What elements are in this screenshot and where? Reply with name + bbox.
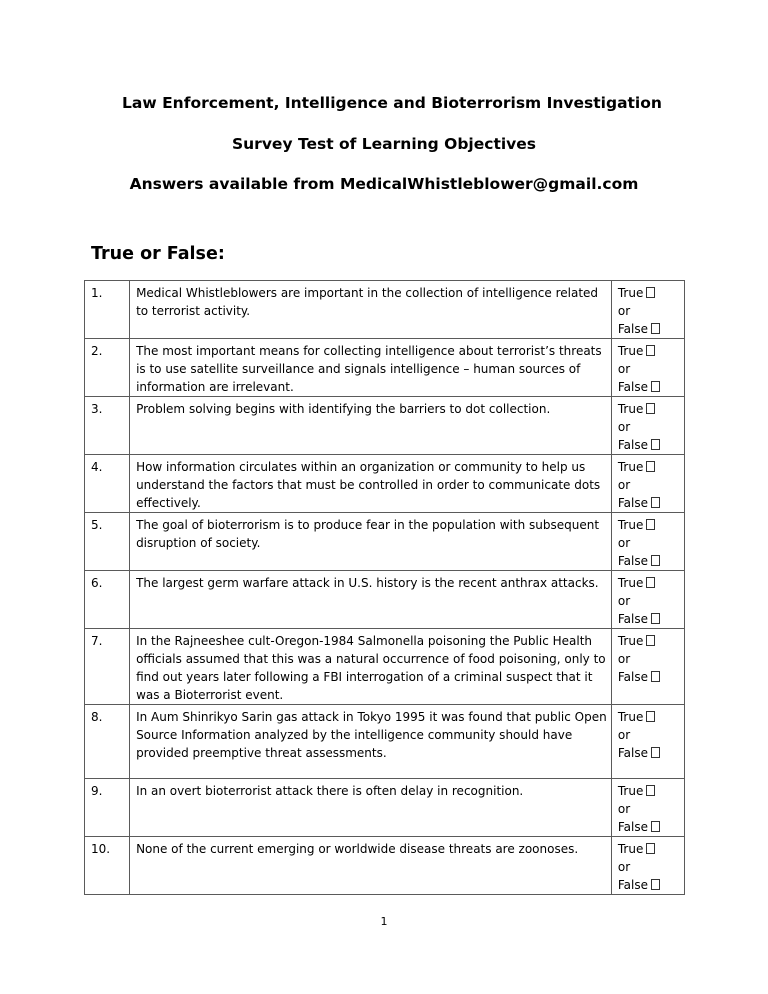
- question-number: 7.: [85, 629, 130, 705]
- question-row: [85, 837, 685, 895]
- question-row: [85, 455, 685, 513]
- false-label: False: [617, 878, 648, 892]
- false-checkbox-icon[interactable]: [651, 555, 660, 566]
- or-label: or: [617, 594, 631, 608]
- false-label: False: [617, 322, 648, 336]
- question-text: Problem solving begins with identifying the barriers to dot collection.: [130, 397, 612, 455]
- or-label: or: [617, 420, 631, 434]
- true-label: True: [617, 286, 644, 300]
- true-checkbox-icon[interactable]: [646, 635, 655, 646]
- question-number: 8.: [85, 705, 130, 779]
- or-label: or: [617, 652, 631, 666]
- question-number: 5.: [85, 513, 130, 571]
- or-label: or: [617, 362, 631, 376]
- answer-options: [611, 513, 684, 571]
- question-text: None of the current emerging or worldwide disease threats are zoonoses.: [130, 837, 612, 895]
- or-label: or: [617, 478, 631, 492]
- true-label: True: [617, 710, 644, 724]
- true-label: True: [617, 842, 644, 856]
- false-checkbox-icon[interactable]: [651, 323, 660, 334]
- true-label: True: [617, 402, 644, 416]
- answer-options: [611, 705, 684, 779]
- false-checkbox-icon[interactable]: [651, 613, 660, 624]
- question-row: [85, 779, 685, 837]
- false-checkbox-icon[interactable]: [651, 879, 660, 890]
- false-label: False: [617, 670, 648, 684]
- answer-options: [611, 837, 684, 895]
- or-label: or: [617, 304, 631, 318]
- true-checkbox-icon[interactable]: [646, 785, 655, 796]
- true-label: True: [617, 518, 644, 532]
- answer-options: [611, 339, 684, 397]
- or-label: or: [617, 802, 631, 816]
- question-number: 9.: [85, 779, 130, 837]
- answer-options: [611, 397, 684, 455]
- false-label: False: [617, 746, 648, 760]
- true-checkbox-icon[interactable]: [646, 843, 655, 854]
- true-checkbox-icon[interactable]: [646, 711, 655, 722]
- document-subtitle: Survey Test of Learning Objectives: [231, 135, 537, 153]
- question-row: [85, 397, 685, 455]
- question-number: 4.: [85, 455, 130, 513]
- or-label: or: [617, 860, 631, 874]
- false-checkbox-icon[interactable]: [651, 821, 660, 832]
- question-text: In Aum Shinrikyo Sarin gas attack in Tokyo 1995 it was found that public Open Source Information analyzed by the intelligence community should have provided preemptive threat assessments.: [130, 705, 612, 779]
- questions-table: [84, 280, 685, 895]
- question-text: Medical Whistleblowers are important in the collection of intelligence related to terrorist activity.: [130, 281, 612, 339]
- question-number: 6.: [85, 571, 130, 629]
- answer-options: [611, 455, 684, 513]
- true-checkbox-icon[interactable]: [646, 461, 655, 472]
- true-checkbox-icon[interactable]: [646, 287, 655, 298]
- answer-options: [611, 571, 684, 629]
- true-checkbox-icon[interactable]: [646, 577, 655, 588]
- question-number: 10.: [85, 837, 130, 895]
- false-checkbox-icon[interactable]: [651, 439, 660, 450]
- question-row: [85, 339, 685, 397]
- false-label: False: [617, 554, 648, 568]
- question-text: The largest germ warfare attack in U.S. history is the recent anthrax attacks.: [130, 571, 612, 629]
- false-label: False: [617, 612, 648, 626]
- false-checkbox-icon[interactable]: [651, 671, 660, 682]
- question-text: In the Rajneeshee cult-Oregon-1984 Salmonella poisoning the Public Health officials assumed that this was a natural occurrence of food poisoning, only to find out years later following a FBI interrogation of a criminal suspect that it was a Bioterrorist event.: [130, 629, 612, 705]
- false-checkbox-icon[interactable]: [651, 381, 660, 392]
- true-checkbox-icon[interactable]: [646, 403, 655, 414]
- true-label: True: [617, 634, 644, 648]
- question-text: How information circulates within an organization or community to help us understand the factors that must be controlled in order to communicate dots effectively.: [130, 455, 612, 513]
- question-text: The most important means for collecting intelligence about terrorist’s threats is to use satellite surveillance and signals intelligence – human sources of information are irrelevant.: [130, 339, 612, 397]
- question-number: 3.: [85, 397, 130, 455]
- true-label: True: [617, 576, 644, 590]
- answer-options: [611, 629, 684, 705]
- true-label: True: [617, 344, 644, 358]
- page-number: 1: [380, 915, 388, 928]
- false-checkbox-icon[interactable]: [651, 747, 660, 758]
- question-text: In an overt bioterrorist attack there is often delay in recognition.: [130, 779, 612, 837]
- false-label: False: [617, 380, 648, 394]
- question-row: [85, 571, 685, 629]
- document-title: Law Enforcement, Intelligence and Bioterrorism Investigation: [122, 94, 662, 112]
- answers-contact-line: Answers available from MedicalWhistleblower@gmail.com: [129, 175, 639, 193]
- false-label: False: [617, 496, 648, 510]
- or-label: or: [617, 536, 631, 550]
- question-number: 1.: [85, 281, 130, 339]
- false-label: False: [617, 820, 648, 834]
- question-text: The goal of bioterrorism is to produce fear in the population with subsequent disruption of society.: [130, 513, 612, 571]
- false-checkbox-icon[interactable]: [651, 497, 660, 508]
- false-label: False: [617, 438, 648, 452]
- answer-options: [611, 281, 684, 339]
- true-label: True: [617, 784, 644, 798]
- answer-options: [611, 779, 684, 837]
- question-row: [85, 629, 685, 705]
- true-checkbox-icon[interactable]: [646, 345, 655, 356]
- question-row: [85, 705, 685, 779]
- question-number: 2.: [85, 339, 130, 397]
- true-label: True: [617, 460, 644, 474]
- true-checkbox-icon[interactable]: [646, 519, 655, 530]
- or-label: or: [617, 728, 631, 742]
- question-row: [85, 281, 685, 339]
- question-row: [85, 513, 685, 571]
- section-title: True or False:: [91, 244, 225, 264]
